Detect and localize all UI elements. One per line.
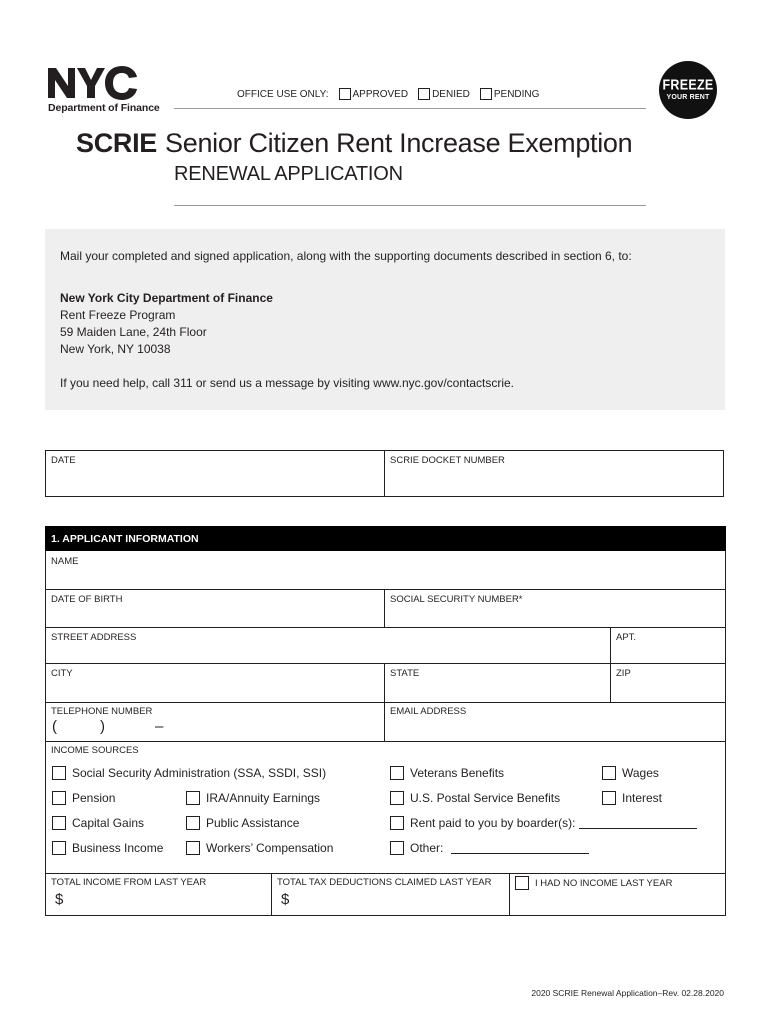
title-acronym: SCRIE (76, 128, 158, 158)
income-ssa[interactable] (52, 766, 326, 780)
col-divider (610, 627, 611, 703)
usps-label: U.S. Postal Service Benefits (410, 791, 561, 805)
business-label: Business Income (72, 841, 164, 855)
public-assistance-checkbox[interactable] (186, 816, 200, 830)
freeze-your-rent-badge (659, 61, 717, 119)
wages-label: Wages (622, 766, 659, 780)
total-income-currency: $ (55, 891, 64, 908)
ira-checkbox[interactable] (186, 791, 200, 805)
denied-label: DENIED (432, 88, 470, 100)
income-public-assistance[interactable] (186, 816, 299, 830)
income-wages[interactable] (602, 766, 659, 780)
row-divider (45, 663, 726, 664)
badge-line1: FREEZE (662, 76, 714, 94)
telephone-field[interactable]: TELEPHONE NUMBER (51, 706, 153, 717)
phone-close-paren: ) (100, 718, 105, 735)
business-checkbox[interactable] (52, 841, 66, 855)
header-rule (174, 108, 646, 109)
other-checkbox[interactable] (390, 841, 404, 855)
state-field[interactable]: STATE (390, 668, 420, 679)
income-workers-comp[interactable] (186, 841, 333, 855)
income-sources-label: INCOME SOURCES (51, 745, 139, 756)
mail-org: New York City Department of Finance (60, 291, 273, 305)
docket-number-field[interactable]: SCRIE DOCKET NUMBER (390, 455, 505, 466)
total-tax-currency: $ (281, 891, 290, 908)
apt-field[interactable]: APT. (616, 632, 637, 643)
veterans-checkbox[interactable] (390, 766, 404, 780)
name-field[interactable]: NAME (51, 556, 79, 567)
nyc-logo (48, 64, 140, 102)
usps-checkbox[interactable] (390, 791, 404, 805)
col-divider (509, 873, 510, 916)
income-veterans[interactable] (390, 766, 504, 780)
mail-instruction: Mail your completed and signed application, along with the supporting documents described in section 6, to: (60, 249, 632, 263)
badge-line2: YOUR RENT (666, 94, 710, 101)
office-use-only (237, 88, 539, 100)
date-field[interactable]: DATE (51, 455, 76, 466)
ssn-field[interactable]: SOCIAL SECURITY NUMBER* (390, 594, 523, 605)
income-capital-gains[interactable] (52, 816, 144, 830)
ssa-checkbox[interactable] (52, 766, 66, 780)
zip-field[interactable]: ZIP (616, 668, 631, 679)
row-divider (45, 702, 726, 703)
row-divider (45, 589, 726, 590)
total-tax-field[interactable]: TOTAL TAX DEDUCTIONS CLAIMED LAST YEAR (277, 877, 492, 888)
pending-label: PENDING (493, 88, 540, 100)
other-amount-line[interactable] (451, 842, 589, 854)
ira-label: IRA/Annuity Earnings (206, 791, 321, 805)
capital-gains-checkbox[interactable] (52, 816, 66, 830)
boarder-label: Rent paid to you by boarder(s): (410, 816, 576, 830)
veterans-label: Veterans Benefits (410, 766, 505, 780)
pending-checkbox[interactable] (480, 88, 492, 100)
pension-checkbox[interactable] (52, 791, 66, 805)
phone-dash: – (155, 718, 164, 735)
income-interest[interactable] (602, 791, 662, 805)
total-income-field[interactable]: TOTAL INCOME FROM LAST YEAR (51, 877, 207, 888)
interest-label: Interest (622, 791, 663, 805)
form-revision: 2020 SCRIE Renewal Application–Rev. 02.28.2020 (531, 988, 724, 998)
income-boarder[interactable] (390, 816, 697, 830)
approved-label: APPROVED (352, 88, 409, 100)
other-label: Other: (410, 841, 444, 855)
workers-comp-checkbox[interactable] (186, 841, 200, 855)
wages-checkbox[interactable] (602, 766, 616, 780)
public-assistance-label: Public Assistance (206, 816, 300, 830)
denied-checkbox[interactable] (418, 88, 430, 100)
mail-line3: New York, NY 10038 (60, 342, 171, 356)
mail-line1: Rent Freeze Program (60, 308, 176, 322)
dob-field[interactable]: DATE OF BIRTH (51, 594, 123, 605)
office-use-label: OFFICE USE ONLY: (237, 88, 329, 100)
income-ira[interactable] (186, 791, 320, 805)
row-divider (45, 741, 726, 742)
no-income-checkbox[interactable] (515, 876, 529, 890)
mail-line2: 59 Maiden Lane, 24th Floor (60, 325, 207, 339)
no-income-label: I HAD NO INCOME LAST YEAR (535, 877, 673, 889)
income-usps[interactable] (390, 791, 560, 805)
col-divider (384, 589, 385, 627)
phone-open-paren: ( (52, 718, 57, 735)
department-name: Department of Finance (48, 102, 160, 114)
row-divider (45, 627, 726, 628)
interest-checkbox[interactable] (602, 791, 616, 805)
mailing-instructions (45, 229, 725, 410)
help-text: If you need help, call 311 or send us a message by visiting www.nyc.gov/contactscrie. (60, 376, 515, 390)
pension-label: Pension (72, 791, 116, 805)
date-docket-divider (384, 450, 385, 497)
col-divider (271, 873, 272, 916)
income-business[interactable] (52, 841, 163, 855)
title-full: Senior Citizen Rent Increase Exemption (165, 128, 633, 158)
capital-gains-label: Capital Gains (72, 816, 145, 830)
income-pension[interactable] (52, 791, 115, 805)
approved-checkbox[interactable] (339, 88, 351, 100)
boarder-checkbox[interactable] (390, 816, 404, 830)
workers-comp-label: Workers’ Compensation (206, 841, 334, 855)
street-address-field[interactable]: STREET ADDRESS (51, 632, 137, 643)
page-subtitle: RENEWAL APPLICATION (174, 163, 403, 185)
title-rule (174, 205, 646, 206)
city-field[interactable]: CITY (51, 668, 73, 679)
income-other[interactable] (390, 841, 589, 855)
page-title (76, 128, 632, 159)
row-divider (45, 873, 726, 874)
email-field[interactable]: EMAIL ADDRESS (390, 706, 467, 717)
boarder-amount-line[interactable] (579, 817, 697, 829)
ssa-label: Social Security Administration (SSA, SSDI, SSI) (72, 766, 327, 780)
no-income[interactable] (515, 876, 672, 890)
section1-heading: 1. APPLICANT INFORMATION (45, 526, 726, 551)
applicant-info-section (45, 526, 726, 916)
